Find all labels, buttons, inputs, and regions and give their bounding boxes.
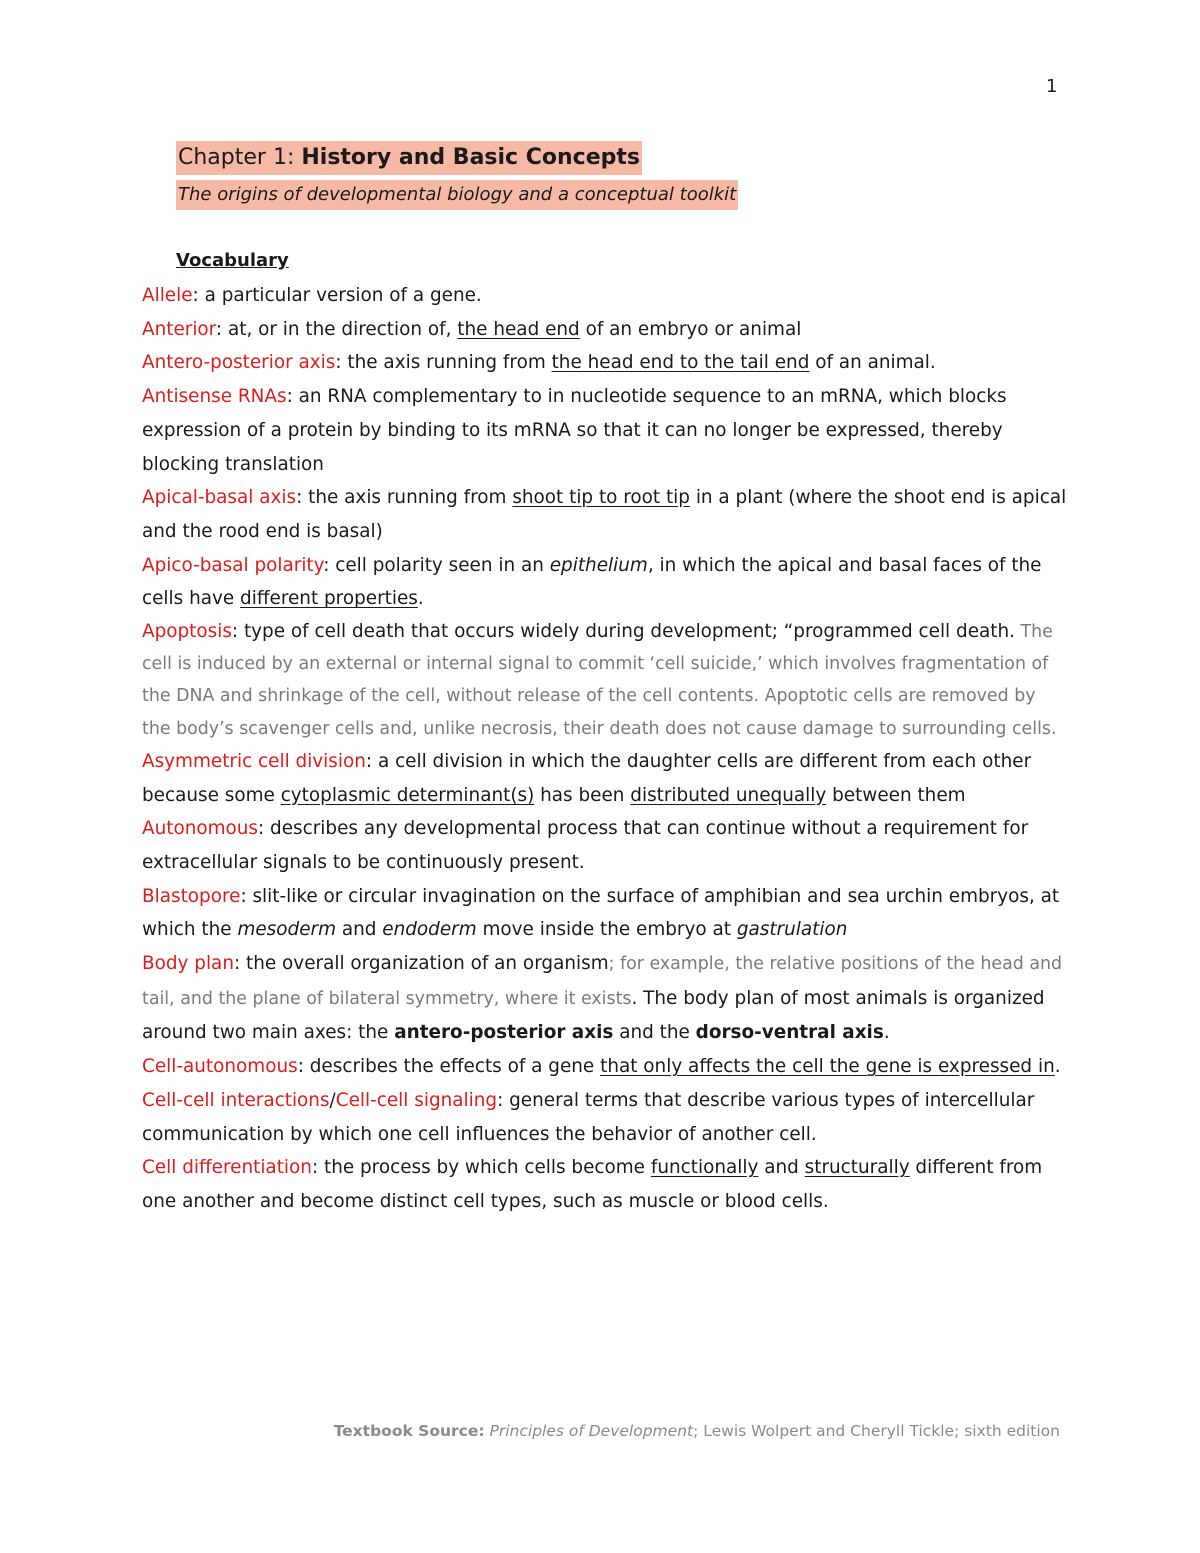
italic-text: epithelium (549, 554, 648, 576)
definition: of an animal. (809, 352, 936, 374)
definition: move inside the embryo at (476, 919, 737, 941)
vocabulary-heading: Vocabulary (176, 250, 289, 271)
definition: . (1054, 1056, 1061, 1078)
definition: between them (826, 784, 966, 806)
definition: : the axis running from (296, 487, 513, 509)
entry-autonomous (142, 812, 1067, 879)
entry-anterior (142, 313, 1067, 347)
definition: : describes the effects of a gene (297, 1056, 601, 1078)
gray-note: The cell is induced by an external or internal signal to commit ‘cell suicide,’ which involves fragmentation of the DNA and shrinkage of the cell, without release of the cell contents. Apoptotic cells are removed by the body’s scavenger cells and, unlike necrosis, their death does not cause damage to surrounding cells. (142, 622, 1057, 739)
definition: different from one another and become distinct cell types, such as muscle or blood cells. (142, 1157, 1043, 1212)
gray-note: ; for example, the relative positions of the head and tail, and the plane of bilateral symmetry, where it exists (142, 954, 1063, 1009)
underlined-text: functionally (650, 1157, 759, 1179)
entry-cell-autonomous (142, 1050, 1067, 1084)
entry-antero-posterior-axis (142, 346, 1067, 380)
term: Apico-basal polarity (142, 554, 324, 576)
footer-book-title: Principles of Development (489, 1422, 694, 1440)
definition: in a plant (where the shoot end is apical and the rood end is basal) (142, 487, 1067, 542)
definition: : the axis running from (335, 352, 552, 374)
vocabulary-list (142, 279, 1067, 1219)
entry-apico-basal-polarity (142, 549, 1067, 616)
definition: . The body plan of most animals is organized around two main axes: the (142, 987, 1045, 1044)
definition: : a particular version of a gene. (192, 285, 482, 306)
entry-apoptosis (142, 616, 1067, 745)
definition: and (335, 919, 383, 941)
term: Cell differentiation (142, 1157, 312, 1179)
entry-antisense-rnas (142, 380, 1067, 481)
term: Blastopore (142, 885, 241, 907)
term: Antisense RNAs (142, 386, 287, 408)
underlined-text: the head end to the tail end (551, 352, 810, 374)
term: Cell-cell signaling (335, 1089, 498, 1111)
term: Anterior (142, 318, 216, 340)
chapter-prefix: Chapter 1: (178, 145, 302, 170)
definition: : a cell division in which the daughter cells are different from each other because some (142, 750, 1032, 806)
definition: and the (613, 1022, 696, 1044)
chapter-title (176, 141, 642, 175)
footer-authors: ; Lewis Wolpert and Cheryll Tickle; sixth edition (693, 1422, 1060, 1440)
definition: : slit-like or circular invagination on the surface of amphibian and sea urchin embryos, at which the (142, 885, 1060, 941)
term: Cell-cell interactions (142, 1089, 330, 1111)
footer-label: Textbook Source: (333, 1422, 485, 1440)
term: Autonomous (142, 818, 259, 840)
definition: , in which the apical and basal faces of the cells have (142, 554, 1042, 610)
term: Allele (142, 285, 193, 306)
definition: : at, or in the direction of, (215, 318, 458, 340)
italic-text: endoderm (382, 919, 477, 941)
underlined-text: structurally (804, 1157, 910, 1179)
term: Cell-autonomous (142, 1056, 298, 1078)
definition: has been (534, 784, 631, 806)
definition: . (883, 1022, 890, 1044)
term: Apical-basal axis (142, 487, 297, 509)
term: Body plan (142, 953, 234, 975)
bold-text: dorso-ventral axis (695, 1022, 884, 1044)
term: Apoptosis (142, 621, 232, 643)
page-number: 1 (1046, 76, 1058, 97)
definition: : general terms that describe various types of intercellular communication by which one cell influences the behavior of another cell. (142, 1089, 1035, 1145)
definition: : cell polarity seen in an (323, 554, 550, 576)
chapter-subtitle: The origins of developmental biology and a conceptual toolkit (176, 180, 738, 210)
footer-source (315, 1422, 1060, 1440)
entry-apical-basal-axis (142, 481, 1067, 548)
underlined-text: the head end (457, 318, 580, 340)
underlined-text: that only affects the cell the gene is expressed in (600, 1056, 1055, 1078)
bold-text: antero-posterior axis (394, 1022, 614, 1044)
entry-body-plan (142, 947, 1067, 1050)
definition: : the process by which cells become (311, 1157, 651, 1179)
chapter-name: History and Basic Concepts (301, 145, 640, 170)
definition: . (417, 588, 424, 610)
underlined-text: different properties (240, 588, 418, 610)
entry-cell-differentiation (142, 1151, 1067, 1218)
slash: / (329, 1089, 336, 1111)
term: Antero-posterior axis (142, 352, 336, 374)
definition: : describes any developmental process that can continue without a requirement for extracellular signals to be continuously present. (142, 818, 1029, 873)
underlined-text: distributed unequally (630, 784, 827, 806)
entry-asymmetric-cell-division (142, 745, 1067, 812)
definition: : the overall organization of an organism (233, 953, 609, 975)
underlined-text: shoot tip to root tip (512, 487, 690, 509)
definition: of an embryo or animal (579, 318, 802, 340)
definition: : an RNA complementary to in nucleotide sequence to an mRNA, which blocks expression of a protein by binding to its mRNA so that it can no longer be expressed, thereby blocking translation (142, 386, 1007, 475)
definition: : type of cell death that occurs widely during development; “programmed cell death. (231, 621, 1015, 643)
entry-allele (142, 279, 1067, 313)
italic-text: mesoderm (237, 919, 336, 941)
term: Asymmetric cell division (142, 750, 366, 772)
underlined-text: cytoplasmic determinant(s) (280, 784, 535, 806)
definition: and (758, 1157, 805, 1179)
entry-blastopore (142, 880, 1067, 947)
entry-cell-cell-interactions (142, 1084, 1067, 1151)
italic-text: gastrulation (736, 919, 848, 941)
